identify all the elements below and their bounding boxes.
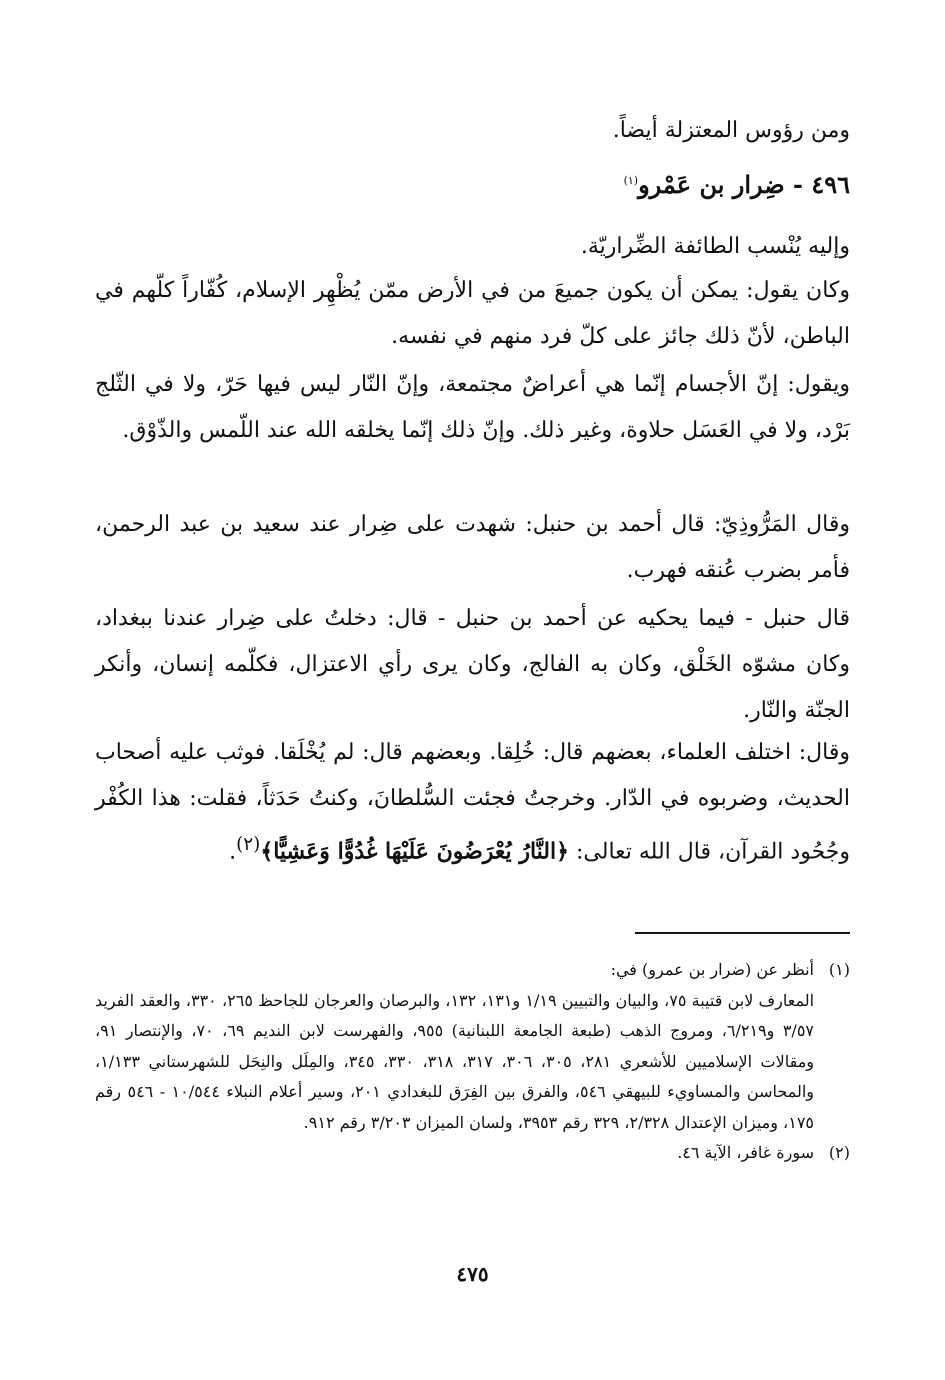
footnote-separator bbox=[635, 932, 850, 934]
paragraph: وكان يقول: يمكن أن يكون جميعَ من في الأرض ممّن يُظْهِر الإسلام، كُفّاراً كلّهم في الباطن، لأنّ ذلك جائز على كلّ فرد منهم في نفسه. bbox=[95, 278, 850, 349]
footnote-mark: (٢) bbox=[828, 1143, 850, 1162]
footnote-line: سورة غافر، الآية ٤٦. bbox=[677, 1143, 814, 1162]
page-number: ٤٧٥ bbox=[456, 1262, 489, 1286]
paragraph-with-verse bbox=[95, 730, 850, 875]
footnote-line: المعارف لابن قتيبة ٧٥، والبيان والتبيين ١/١٩ و١٣١، ١٣٢، والبرصان والعرجان للجاحظ ٢٦٥، ٣٣٠، والعقد الفريد ٣/٥٧ و٦/٢١٩، ومروج الذهب (طبعة الجامعة اللبنانية) ٩٥٥، والفهرست لابن النديم ٦٩، ٧٠، والإنتصار ٩١، ومقالات الإسلاميين للأشعري ٢٨١، ٣٠٥، ٣٠٦، ٣١٧، ٣١٨، ٣٣٠، ٣٤٥، والمِلَل والنِحَل للشهرستاني ١/١٣٣، والمحاسن والمساويء للبيهقي ٥٤٦، والفرق بين الفِرَق للبغدادي ٢٠١، وسير أعلام النبلاء ١٠/٥٤٤ - ٥٤٦ رقم ١٧٥، وميزان الإعتدال ٢/٣٢٨، ٣٢٩ رقم ٣٩٥٣، ولسان الميزان ٣/٢٠٣ رقم ٩١٢. bbox=[95, 990, 815, 1132]
quran-verse: ﴿النَّارُ يُعْرَضُونَ عَلَيْهَا غُدُوًّا وَعَشِيًّا﴾ bbox=[260, 838, 569, 865]
footnote-line: أنظر عن (ضرار بن عمرو) في: bbox=[610, 960, 814, 979]
paragraph: قال حنبل - فيما يحكيه عن أحمد بن حنبل - قال: دخلتُ على ضِرار عندنا ببغداد، وكان مشوّه الخَلْق، وكان به الفالج، وكان يرى رأي الاعتزال، فكلّمه إنسان، وأنكر الجنّة والنّار. bbox=[95, 606, 850, 723]
entry-separator: - bbox=[784, 170, 812, 199]
footnote-ref-1[interactable]: (١) bbox=[623, 174, 639, 187]
intro-line: ومن رؤوس المعتزلة أيضاً. bbox=[612, 118, 850, 143]
footnote bbox=[95, 955, 850, 1138]
paragraph: ويقول: إنّ الأجسام إنّما هي أعراضٌ مجتمعة، وإنّ النّار ليس فيها حَرّ، ولا في الثّلج بَرْد، ولا في العَسَل حلاوة، وغير ذلك. وإنّ ذلك إنّما يخلقه الله عند اللّمس والذّوْق. bbox=[95, 372, 850, 443]
footnote-mark: (١) bbox=[828, 960, 850, 979]
entry-heading bbox=[95, 158, 850, 208]
paragraph: وقال المَرُّوذِيّ: قال أحمد بن حنبل: شهدت على ضِرار عند سعيد بن عبد الرحمن، فأمر بضرب عُنقه فهرب. bbox=[95, 512, 850, 583]
paragraph-text: وقال: اختلف العلماء، بعضهم قال: خُلِقا. وبعضهم قال: لم يُخْلَقا. فوثب عليه أصحاب الحديث، وضربوه في الدّار. وخرجتُ فجئت السُّلطانَ، وكنتُ حَدَثاً، فقلت: هذا الكُفْر وجُحُود القرآن، قال الله تعالى: bbox=[95, 740, 850, 865]
footnotes bbox=[95, 955, 850, 1169]
entry-name: ضِرار بن عَمْرو bbox=[638, 170, 785, 199]
footnote-ref-2[interactable]: (٢) bbox=[236, 834, 261, 855]
paragraph-end: . bbox=[229, 839, 237, 865]
footnote bbox=[95, 1138, 850, 1169]
entry-number: ٤٩٦ bbox=[811, 170, 850, 199]
paragraph: وإليه يُنْسب الطائفة الضِّراريّة. bbox=[580, 234, 850, 259]
